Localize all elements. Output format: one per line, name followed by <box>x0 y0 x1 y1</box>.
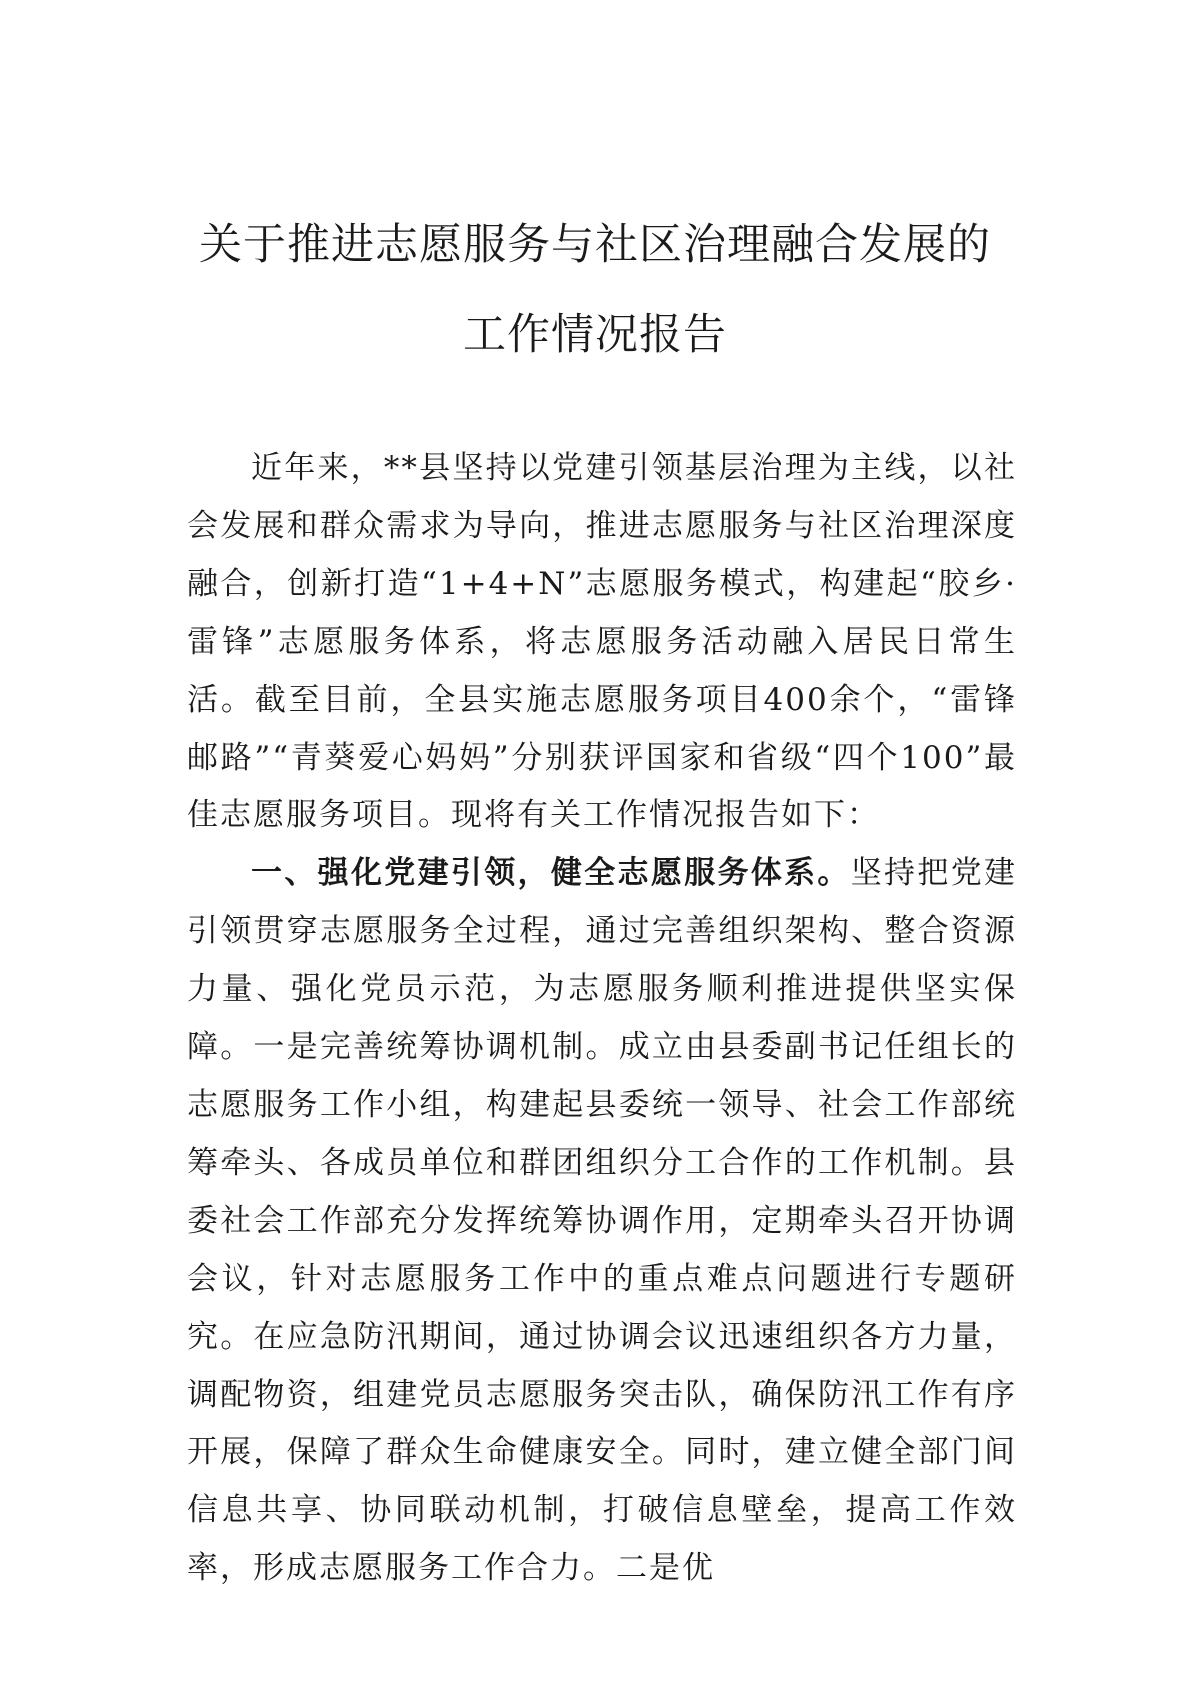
document-body <box>187 440 1017 1598</box>
document-title-line-1: 关于推进志愿服务与社区治理融合发展的 <box>199 220 991 270</box>
intro-paragraph: 近年来，**县坚持以党建引领基层治理为主线，以社会发展和群众需求为导向，推进志愿服务与社区治理深度融合，创新打造“1+4+N”志愿服务模式，构建起“胶乡·雷锋”志愿服务体系，将志愿服务活动融入居民日常生活。截至目前，全县实施志愿服务项目400余个，“雷锋邮路”“青葵爱心妈妈”分别获评国家和省级“四个100”最佳志愿服务项目。现将有关工作情况报告如下： <box>187 450 1017 834</box>
section-1-paragraph <box>187 845 1017 1598</box>
document-title-line-2: 工作情况报告 <box>463 310 727 360</box>
section-1-body: 坚持把党建引领贯穿志愿服务全过程，通过完善组织架构、整合资源力量、强化党员示范，为志愿服务顺利推进提供坚实保障。一是完善统筹协调机制。成立由县委副书记任组长的志愿服务工作小组，构建起县委统一领导、社会工作部统筹牵头、各成员单位和群团组织分工合作的工作机制。县委社会工作部充分发挥统筹协调作用，定期牵头召开协调会议，针对志愿服务工作中的重点难点问题进行专题研究。在应急防汛期间，通过协调会议迅速组织各方力量，调配物资，组建党员志愿服务突击队，确保防汛工作有序开展，保障了群众生命健康安全。同时，建立健全部门间信息共享、协同联动机制，打破信息壁垒，提高工作效率，形成志愿服务工作合力。二是优 <box>187 855 1018 1587</box>
section-1-heading: 一、强化党建引领，健全志愿服务体系。 <box>251 855 851 892</box>
